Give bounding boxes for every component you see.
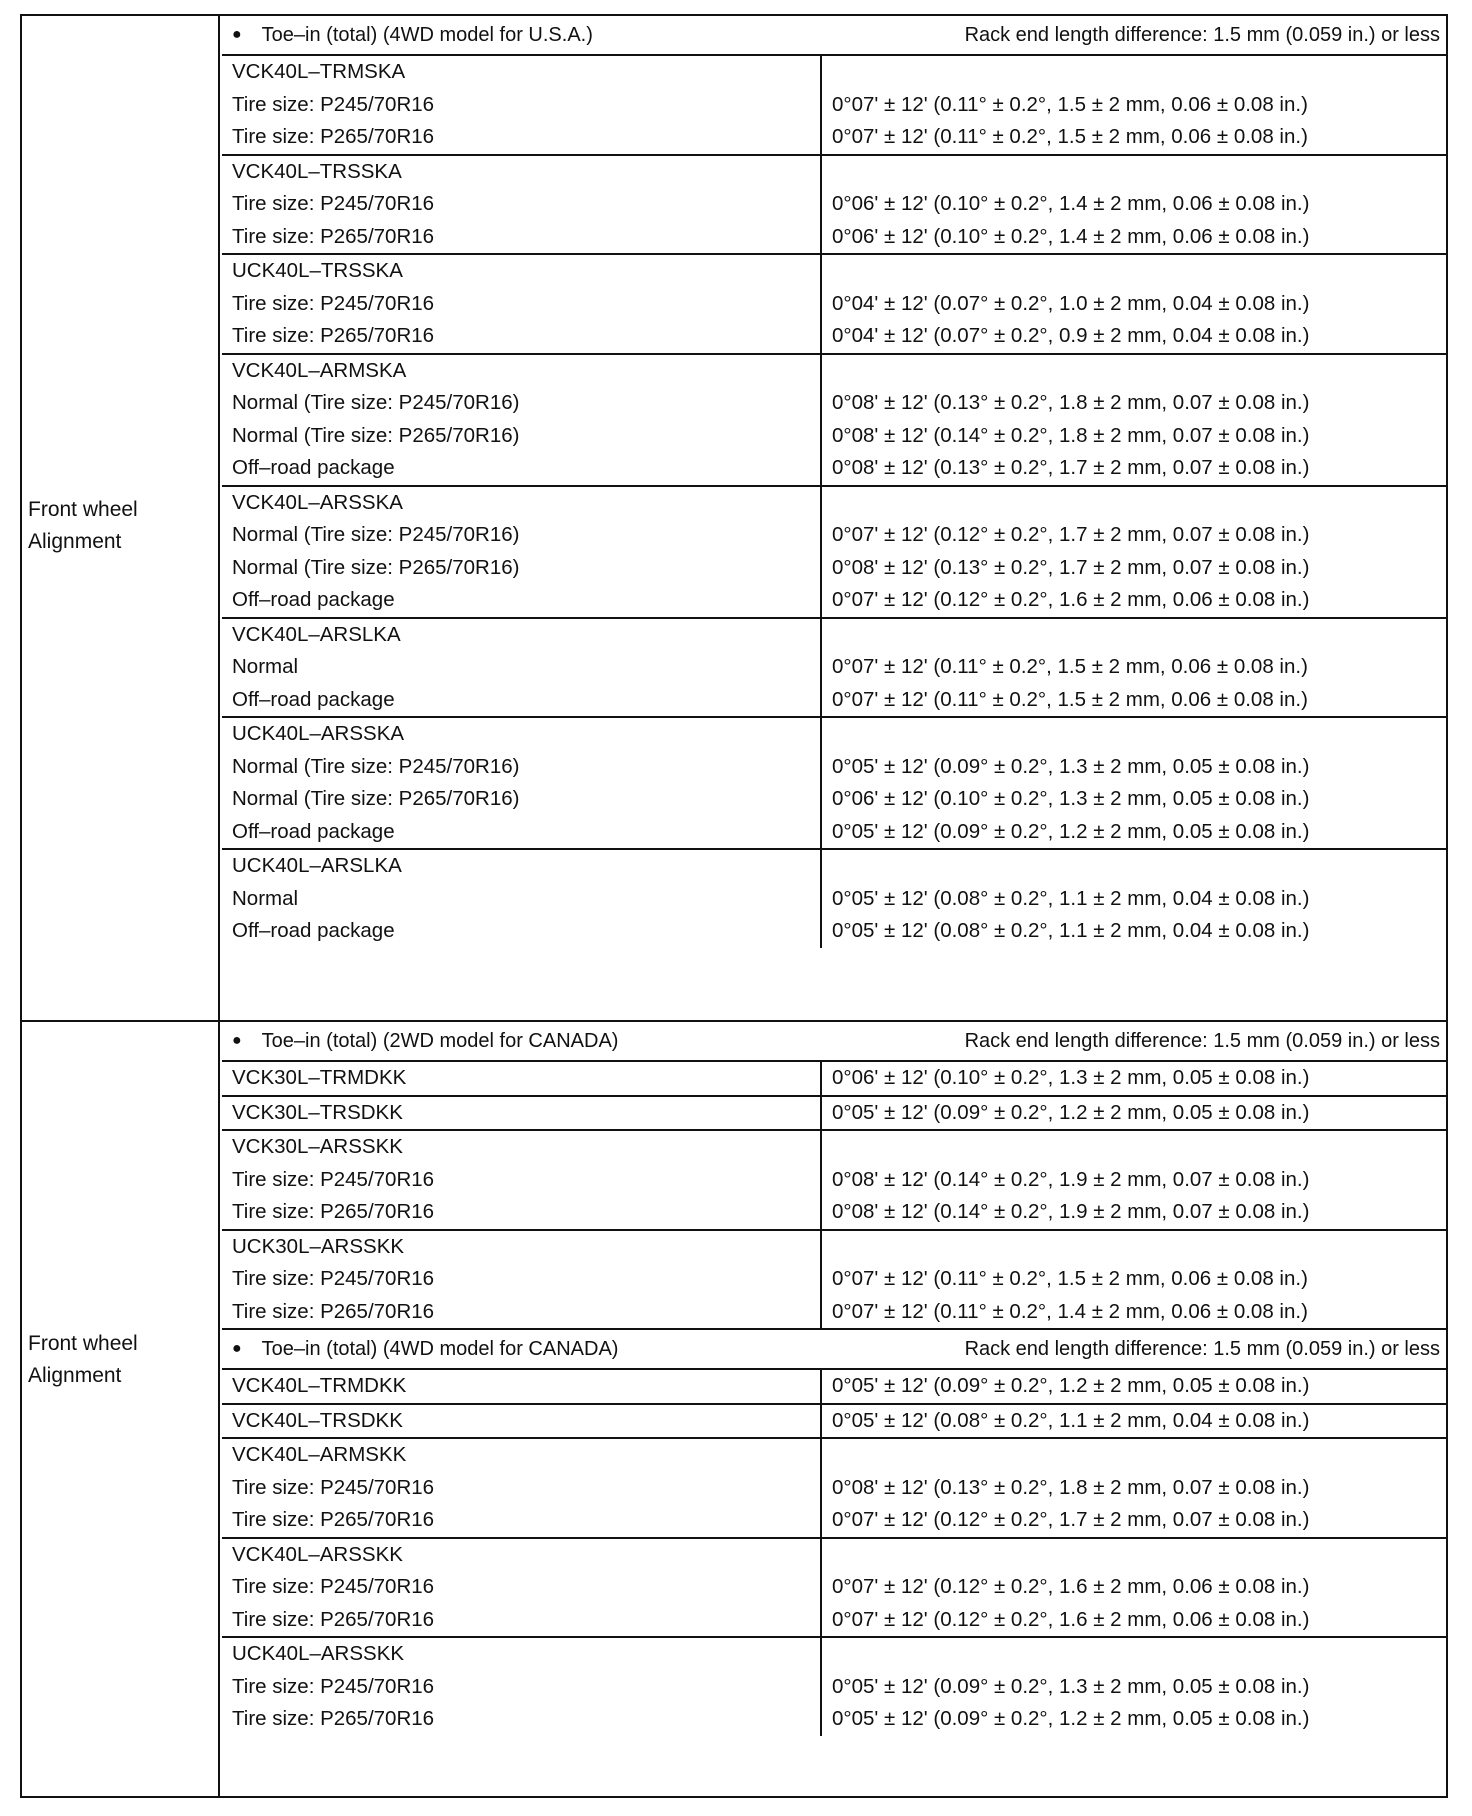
spec-row (222, 156, 1446, 256)
model-code: UCK40L–ARSSKK (232, 1642, 405, 1665)
variant-label: Normal (232, 655, 299, 678)
toe-in-value: 0°05' ± 12' (0.09° ± 0.2°, 1.3 ± 2 mm, 0.05 ± 0.08 in.) (832, 1674, 1310, 1698)
toe-in-value: 0°07' ± 12' (0.12° ± 0.2°, 1.6 ± 2 mm, 0.06 ± 0.08 in.) (832, 588, 1310, 611)
spacer (832, 1131, 1446, 1164)
spec-row (222, 718, 1446, 850)
variant-label: Off–road package (232, 588, 395, 611)
value-cell (822, 1131, 1446, 1229)
model-cell (222, 1062, 822, 1095)
value-cell (822, 619, 1446, 717)
value-cell (822, 487, 1446, 617)
variant-label: Normal (Tire size: P265/70R16) (232, 787, 520, 810)
model-cell (222, 487, 822, 617)
variant-label: Tire size: P245/70R16 (232, 1575, 435, 1598)
toe-in-value: 0°05' ± 12' (0.09° ± 0.2°, 1.2 ± 2 mm, 0.05 ± 0.08 in.) (832, 819, 1310, 843)
model-code: VCK40L–ARMSKA (232, 358, 407, 382)
variant-label: Tire size: P265/70R16 (232, 1707, 435, 1730)
model-cell (222, 1539, 822, 1637)
model-cell (222, 156, 822, 254)
variant-label: Tire size: P245/70R16 (232, 1475, 435, 1499)
spec-row (222, 850, 1446, 948)
model-code: VCK30L–TRMDKK (232, 1066, 407, 1089)
spec-row (222, 255, 1446, 355)
spacer (832, 56, 1446, 89)
value-cell (822, 1405, 1446, 1438)
spec-row (222, 487, 1446, 619)
spec-row (222, 1405, 1446, 1440)
variant-label: Tire size: P265/70R16 (232, 1299, 435, 1323)
variant-label: Tire size: P245/70R16 (232, 1167, 435, 1191)
model-code: VCK40L–TRSDKK (232, 1408, 403, 1432)
spec-row (222, 1539, 1446, 1639)
toe-in-value: 0°08' ± 12' (0.14° ± 0.2°, 1.8 ± 2 mm, 0.07 ± 0.08 in.) (832, 423, 1310, 447)
model-code: VCK30L–ARSSKK (232, 1135, 403, 1158)
section-title: Toe–in (total) (4WD model for CANADA) (261, 1337, 619, 1360)
toe-in-value: 0°05' ± 12' (0.09° ± 0.2°, 1.2 ± 2 mm, 0.05 ± 0.08 in.) (832, 1707, 1310, 1730)
model-code: VCK40L–ARMSKK (232, 1443, 407, 1466)
variant-label: Normal (Tire size: P245/70R16) (232, 754, 520, 778)
toe-in-value: 0°08' ± 12' (0.13° ± 0.2°, 1.8 ± 2 mm, 0.07 ± 0.08 in.) (832, 1475, 1310, 1499)
model-cell (222, 1231, 822, 1329)
section-header (222, 16, 1446, 56)
block-label: Front wheel Alignment (28, 1332, 138, 1387)
section-title-group (232, 1030, 618, 1053)
spec-block-canada (22, 1022, 1446, 1796)
variant-label: Tire size: P265/70R16 (232, 224, 435, 248)
label-column (22, 1022, 220, 1796)
spec-row (222, 1231, 1446, 1331)
spec-row (222, 1439, 1446, 1539)
spec-row (222, 1370, 1446, 1405)
spec-row (222, 619, 1446, 719)
spacer (832, 850, 1446, 883)
model-cell (222, 355, 822, 485)
variant-label: Tire size: P245/70R16 (232, 92, 435, 116)
model-code: VCK40L–TRMSKA (232, 60, 406, 83)
variant-label: Tire size: P265/70R16 (232, 1508, 435, 1531)
label-column (22, 16, 220, 1020)
rack-end-note: Rack end length difference: 1.5 mm (0.059 in.) or less (964, 1029, 1440, 1052)
spec-row (222, 1062, 1446, 1097)
variant-label: Tire size: P245/70R16 (232, 192, 435, 215)
toe-in-value: 0°08' ± 12' (0.14° ± 0.2°, 1.9 ± 2 mm, 0.07 ± 0.08 in.) (832, 1200, 1310, 1223)
bullet-icon: ● (232, 1032, 242, 1049)
variant-label: Off–road package (232, 456, 395, 479)
toe-in-value: 0°07' ± 12' (0.11° ± 0.2°, 1.5 ± 2 mm, 0.06 ± 0.08 in.) (832, 687, 1308, 711)
model-code: VCK40L–ARSLKA (232, 622, 401, 646)
value-cell (822, 156, 1446, 254)
toe-in-value: 0°07' ± 12' (0.11° ± 0.2°, 1.5 ± 2 mm, 0.06 ± 0.08 in.) (832, 125, 1308, 148)
section-header (222, 1022, 1446, 1062)
spacer (832, 1638, 1446, 1671)
model-cell (222, 1405, 822, 1438)
variant-label: Tire size: P265/70R16 (232, 324, 435, 347)
value-cell (822, 1231, 1446, 1329)
variant-label: Tire size: P245/70R16 (232, 291, 435, 315)
model-code: UCK40L–ARSLKA (232, 854, 402, 877)
toe-in-value: 0°05' ± 12' (0.09° ± 0.2°, 1.2 ± 2 mm, 0.05 ± 0.08 in.) (832, 1100, 1310, 1124)
value-cell (822, 355, 1446, 485)
toe-in-value: 0°05' ± 12' (0.09° ± 0.2°, 1.2 ± 2 mm, 0.05 ± 0.08 in.) (832, 1374, 1310, 1397)
spec-row (222, 1097, 1446, 1132)
spacer (832, 1539, 1446, 1572)
bullet-icon: ● (232, 26, 242, 43)
content-column (222, 1022, 1446, 1736)
toe-in-value: 0°08' ± 12' (0.14° ± 0.2°, 1.9 ± 2 mm, 0.07 ± 0.08 in.) (832, 1167, 1310, 1191)
value-cell (822, 1062, 1446, 1095)
spacer (832, 255, 1446, 288)
toe-in-value: 0°07' ± 12' (0.12° ± 0.2°, 1.6 ± 2 mm, 0.06 ± 0.08 in.) (832, 1575, 1310, 1598)
value-cell (822, 1097, 1446, 1130)
model-cell (222, 1439, 822, 1537)
variant-label: Normal (232, 886, 299, 910)
spec-row (222, 1131, 1446, 1231)
model-cell (222, 1097, 822, 1130)
model-cell (222, 1638, 822, 1736)
variant-label: Normal (Tire size: P265/70R16) (232, 423, 520, 447)
toe-in-value: 0°06' ± 12' (0.10° ± 0.2°, 1.3 ± 2 mm, 0.05 ± 0.08 in.) (832, 787, 1310, 810)
model-code: VCK40L–ARSSKK (232, 1542, 403, 1566)
block-label: Front wheel Alignment (28, 498, 138, 553)
model-cell (222, 619, 822, 717)
variant-label: Off–road package (232, 819, 395, 843)
variant-label: Normal (Tire size: P245/70R16) (232, 523, 520, 546)
section-header (222, 1330, 1446, 1370)
section-title-group (232, 1338, 618, 1361)
variant-label: Tire size: P265/70R16 (232, 1200, 435, 1223)
bullet-icon: ● (232, 1340, 242, 1357)
variant-label: Normal (Tire size: P265/70R16) (232, 555, 520, 579)
value-cell (822, 255, 1446, 353)
spacer (832, 487, 1446, 520)
model-code: VCK30L–TRSDKK (232, 1100, 403, 1124)
spec-row (222, 355, 1446, 487)
value-cell (822, 1370, 1446, 1403)
model-cell (222, 850, 822, 948)
rack-end-note: Rack end length difference: 1.5 mm (0.059 in.) or less (964, 23, 1440, 46)
model-cell (222, 1131, 822, 1229)
toe-in-value: 0°07' ± 12' (0.12° ± 0.2°, 1.6 ± 2 mm, 0.06 ± 0.08 in.) (832, 1607, 1310, 1631)
toe-in-value: 0°05' ± 12' (0.09° ± 0.2°, 1.3 ± 2 mm, 0.05 ± 0.08 in.) (832, 754, 1310, 778)
variant-label: Off–road package (232, 919, 395, 942)
value-cell (822, 850, 1446, 948)
content-column (222, 16, 1446, 948)
model-code: UCK40L–ARSSKA (232, 722, 405, 745)
value-cell (822, 1439, 1446, 1537)
toe-in-value: 0°07' ± 12' (0.12° ± 0.2°, 1.7 ± 2 mm, 0.07 ± 0.08 in.) (832, 523, 1310, 546)
section-title: Toe–in (total) (2WD model for CANADA) (261, 1029, 619, 1052)
section-title-group (232, 24, 593, 47)
model-code: VCK40L–ARSSKA (232, 490, 403, 514)
toe-in-value: 0°08' ± 12' (0.13° ± 0.2°, 1.8 ± 2 mm, 0.07 ± 0.08 in.) (832, 391, 1310, 414)
model-code: UCK40L–TRSSKA (232, 259, 403, 282)
model-code: UCK30L–ARSSKK (232, 1234, 405, 1258)
model-cell (222, 255, 822, 353)
toe-in-value: 0°04' ± 12' (0.07° ± 0.2°, 1.0 ± 2 mm, 0.04 ± 0.08 in.) (832, 291, 1310, 315)
variant-label: Normal (Tire size: P245/70R16) (232, 391, 520, 414)
toe-in-value: 0°05' ± 12' (0.08° ± 0.2°, 1.1 ± 2 mm, 0.04 ± 0.08 in.) (832, 919, 1310, 942)
model-code: VCK40L–TRSSKA (232, 159, 402, 183)
variant-label: Tire size: P265/70R16 (232, 1607, 435, 1631)
alignment-spec-table (20, 14, 1448, 1798)
spec-row (222, 1638, 1446, 1736)
spacer (832, 619, 1446, 652)
spacer (832, 156, 1446, 189)
toe-in-value: 0°07' ± 12' (0.11° ± 0.2°, 1.5 ± 2 mm, 0.06 ± 0.08 in.) (832, 1267, 1308, 1290)
variant-label: Off–road package (232, 687, 395, 711)
toe-in-value: 0°07' ± 12' (0.11° ± 0.2°, 1.5 ± 2 mm, 0.06 ± 0.08 in.) (832, 92, 1308, 116)
value-cell (822, 56, 1446, 154)
model-cell (222, 56, 822, 154)
toe-in-value: 0°07' ± 12' (0.11° ± 0.2°, 1.4 ± 2 mm, 0.06 ± 0.08 in.) (832, 1299, 1308, 1323)
spacer (832, 718, 1446, 751)
variant-label: Tire size: P265/70R16 (232, 125, 435, 148)
toe-in-value: 0°08' ± 12' (0.13° ± 0.2°, 1.7 ± 2 mm, 0.07 ± 0.08 in.) (832, 456, 1310, 479)
toe-in-value: 0°06' ± 12' (0.10° ± 0.2°, 1.4 ± 2 mm, 0.06 ± 0.08 in.) (832, 224, 1310, 248)
variant-label: Tire size: P245/70R16 (232, 1674, 435, 1698)
spacer (832, 1231, 1446, 1264)
toe-in-value: 0°04' ± 12' (0.07° ± 0.2°, 0.9 ± 2 mm, 0.04 ± 0.08 in.) (832, 324, 1310, 347)
rack-end-note: Rack end length difference: 1.5 mm (0.059 in.) or less (964, 1337, 1440, 1360)
spacer (832, 1439, 1446, 1472)
value-cell (822, 718, 1446, 848)
spec-row (222, 56, 1446, 156)
value-cell (822, 1539, 1446, 1637)
spacer (832, 355, 1446, 388)
toe-in-value: 0°07' ± 12' (0.11° ± 0.2°, 1.5 ± 2 mm, 0.06 ± 0.08 in.) (832, 655, 1308, 678)
model-cell (222, 1370, 822, 1403)
model-code: VCK40L–TRMDKK (232, 1374, 407, 1397)
model-cell (222, 718, 822, 848)
toe-in-value: 0°05' ± 12' (0.08° ± 0.2°, 1.1 ± 2 mm, 0.04 ± 0.08 in.) (832, 886, 1310, 910)
section-title: Toe–in (total) (4WD model for U.S.A.) (261, 23, 593, 46)
value-cell (822, 1638, 1446, 1736)
toe-in-value: 0°05' ± 12' (0.08° ± 0.2°, 1.1 ± 2 mm, 0.04 ± 0.08 in.) (832, 1408, 1310, 1432)
toe-in-value: 0°07' ± 12' (0.12° ± 0.2°, 1.7 ± 2 mm, 0.07 ± 0.08 in.) (832, 1508, 1310, 1531)
toe-in-value: 0°08' ± 12' (0.13° ± 0.2°, 1.7 ± 2 mm, 0.07 ± 0.08 in.) (832, 555, 1310, 579)
variant-label: Tire size: P245/70R16 (232, 1267, 435, 1290)
toe-in-value: 0°06' ± 12' (0.10° ± 0.2°, 1.3 ± 2 mm, 0.05 ± 0.08 in.) (832, 1066, 1310, 1089)
toe-in-value: 0°06' ± 12' (0.10° ± 0.2°, 1.4 ± 2 mm, 0.06 ± 0.08 in.) (832, 192, 1310, 215)
spec-block-usa (22, 16, 1446, 1022)
